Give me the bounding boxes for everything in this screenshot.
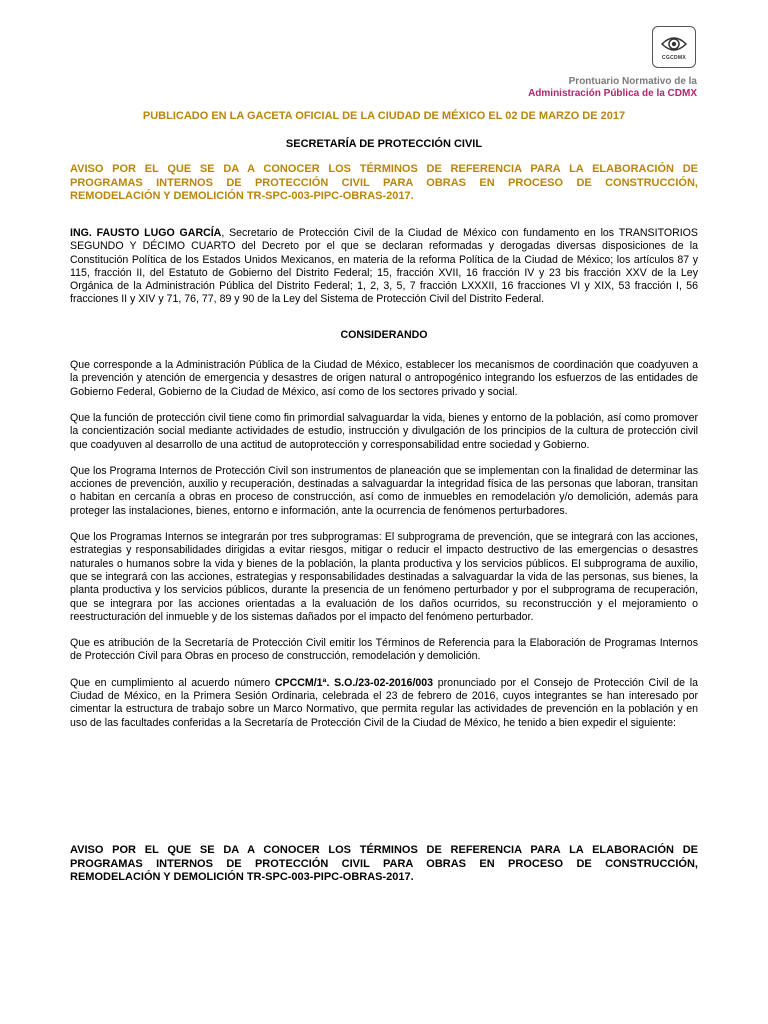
- intro-text: , Secretario de Protección Civil de la Ciudad de México con fundamento en los TRANSITORIOS SEGUNDO Y DÉCIMO CUARTO del Decreto por el que se declaran reformadas y derogadas diversas disposiciones de la Constitución Política de los Estados Unidos Mexicanos, en materia de la reforma Política de la Ciudad de México; los artículos 87 y 115, fracción II, del Estatuto de Gobierno del Distrito Federal; 15, fracción XVII, 16 fracción IV y 23 bis fracción XXV de la Ley Orgánica de la Administración Pública del Distrito Federal; 1, 2, 3, 5, 7 fracción LXXXII, 16 fracciones VI y XIX, 53 fracción I, 56 fracciones II y XIV y 71, 76, 77, 89 y 90 de la Ley del Sistema de Protección Civil del Distrito Federal.: [70, 227, 698, 306]
- paragraph: Que es atribución de la Secretaría de Protección Civil emitir los Términos de Referencia para la Elaboración de Programas Internos de Protección Civil para Obras en proceso de construcción, remodelación y demolición.: [70, 637, 698, 663]
- aviso-line: PROGRAMAS INTERNOS DE PROTECCIÓN CIVIL PARA OBRAS EN PROCESO DE CONSTRUCCIÓN,: [70, 857, 698, 870]
- header-prontuario: Prontuario Normativo de la: [568, 76, 697, 87]
- aviso-line: AVISO POR EL QUE SE DA A CONOCER LOS TÉRMINOS DE REFERENCIA PARA LA ELABORACIÓN DE: [70, 844, 698, 856]
- secretary-name: ING. FAUSTO LUGO GARCÍA: [70, 227, 222, 239]
- logo-text: CGCDMX: [661, 54, 687, 61]
- secretaria-heading: SECRETARÍA DE PROTECCIÓN CIVIL: [285, 138, 483, 150]
- cgcdmx-logo: [652, 26, 696, 68]
- gazette-publication-line: PUBLICADO EN LA GACETA OFICIAL DE LA CIUDAD DE MÉXICO EL 02 DE MARZO DE 2017: [142, 110, 626, 122]
- aviso-title-top: [70, 163, 698, 204]
- aviso-line: PROGRAMAS INTERNOS DE PROTECCIÓN CIVIL PARA OBRAS EN PROCESO DE CONSTRUCCIÓN,: [70, 176, 698, 189]
- agreement-number: CPCCM/1ª. S.O./23-02-2016/003: [274, 676, 434, 689]
- intro-paragraph: [70, 227, 698, 307]
- paragraph: Que corresponde a la Administración Pública de la Ciudad de México, establecer los mecanismos de coordinación que coadyuven a la prevención y atención de emergencia y desastres de origen natural o antropogénico integrando los esfuerzos de las entidades de Gobierno Federal, Gobierno de la Ciudad de México, así como de los sectores privado y social.: [70, 359, 698, 398]
- aviso-line: REMODELACIÓN Y DEMOLICIÓN TR-SPC-003-PIPC-OBRAS-2017.: [70, 190, 414, 202]
- eye-icon: [661, 34, 687, 54]
- aviso-line: REMODELACIÓN Y DEMOLICIÓN TR-SPC-003-PIPC-OBRAS-2017.: [70, 871, 414, 883]
- paragraph: Que los Programa Internos de Protección Civil son instrumentos de planeación que se implementan con la finalidad de determinar las acciones de prevención, auxilio y recuperación, destinadas a salvaguardar la integridad física de las personas que laboran, transitan o habitan en cercanía a obras en proceso de construcción, así como de inmuebles en remodelación y/o demolición, además para proteger las instalaciones, bienes, entorno e información, ante la ocurrencia de fenómenos perturbadores.: [70, 464, 698, 517]
- agreement-text-after: pronunciado por el Consejo de Protección Civil de la Ciudad de México, en la Primera Sesión Ordinaria, celebrada el 23 de febrero de 2016, cuyos integrantes se han interesado por cimentar la estructura de trabajo sobre un Marco Normativo, que permita regular las actividades de prevención en la población y en uso de las facultades conferidas a la Secretaría de Protección Civil de la Ciudad de México, he tenido a bien expedir el siguiente:: [70, 676, 698, 729]
- considerando-heading: CONSIDERANDO: [340, 328, 428, 341]
- header-administracion: Administración Pública de la CDMX: [528, 88, 697, 99]
- agreement-text-before: Que en cumplimiento al acuerdo número: [70, 676, 275, 689]
- document-body: [70, 227, 698, 743]
- paragraph-agreement: [70, 677, 698, 730]
- paragraph: Que la función de protección civil tiene como fin primordial salvaguardar la vida, bienes y entorno de la población, así como promover la concientización social mediante actividades de estudio, instrucción y divulgación de los principios de la cultura de protección civil que coadyuven al desarrollo de una actitud de autoprotección y corresponsabilidad entre sociedad y Gobierno.: [70, 411, 698, 451]
- aviso-title-bottom: [70, 844, 698, 885]
- aviso-line: AVISO POR EL QUE SE DA A CONOCER LOS TÉRMINOS DE REFERENCIA PARA LA ELABORACIÓN DE: [70, 163, 698, 175]
- paragraph: Que los Programas Internos se integrarán por tres subprogramas: El subprograma de prevención, que se integrará con las acciones, estrategias y responsabilidades dirigidas a evitar riesgos, mitigar o reducir el impacto destructivo de las emergencias o desastres naturales o humanos sobre la vida y bienes de la población, la planta productiva y los servicios públicos. El subprograma de auxilio, que se integrará con las acciones, estrategias y responsabilidades destinadas a salvaguardar la vida de las personas, sus bienes, la planta productiva y los servicios públicos, durante la presencia de un fenómeno perturbador y por el subprograma de recuperación, que se integrara por las acciones orientadas a la evaluación de los daños ocurridos, su reconstrucción y el mejoramiento o reestructuración del inmueble y de los sistemas dañados por el impacto del fenómeno perturbador.: [70, 531, 698, 623]
